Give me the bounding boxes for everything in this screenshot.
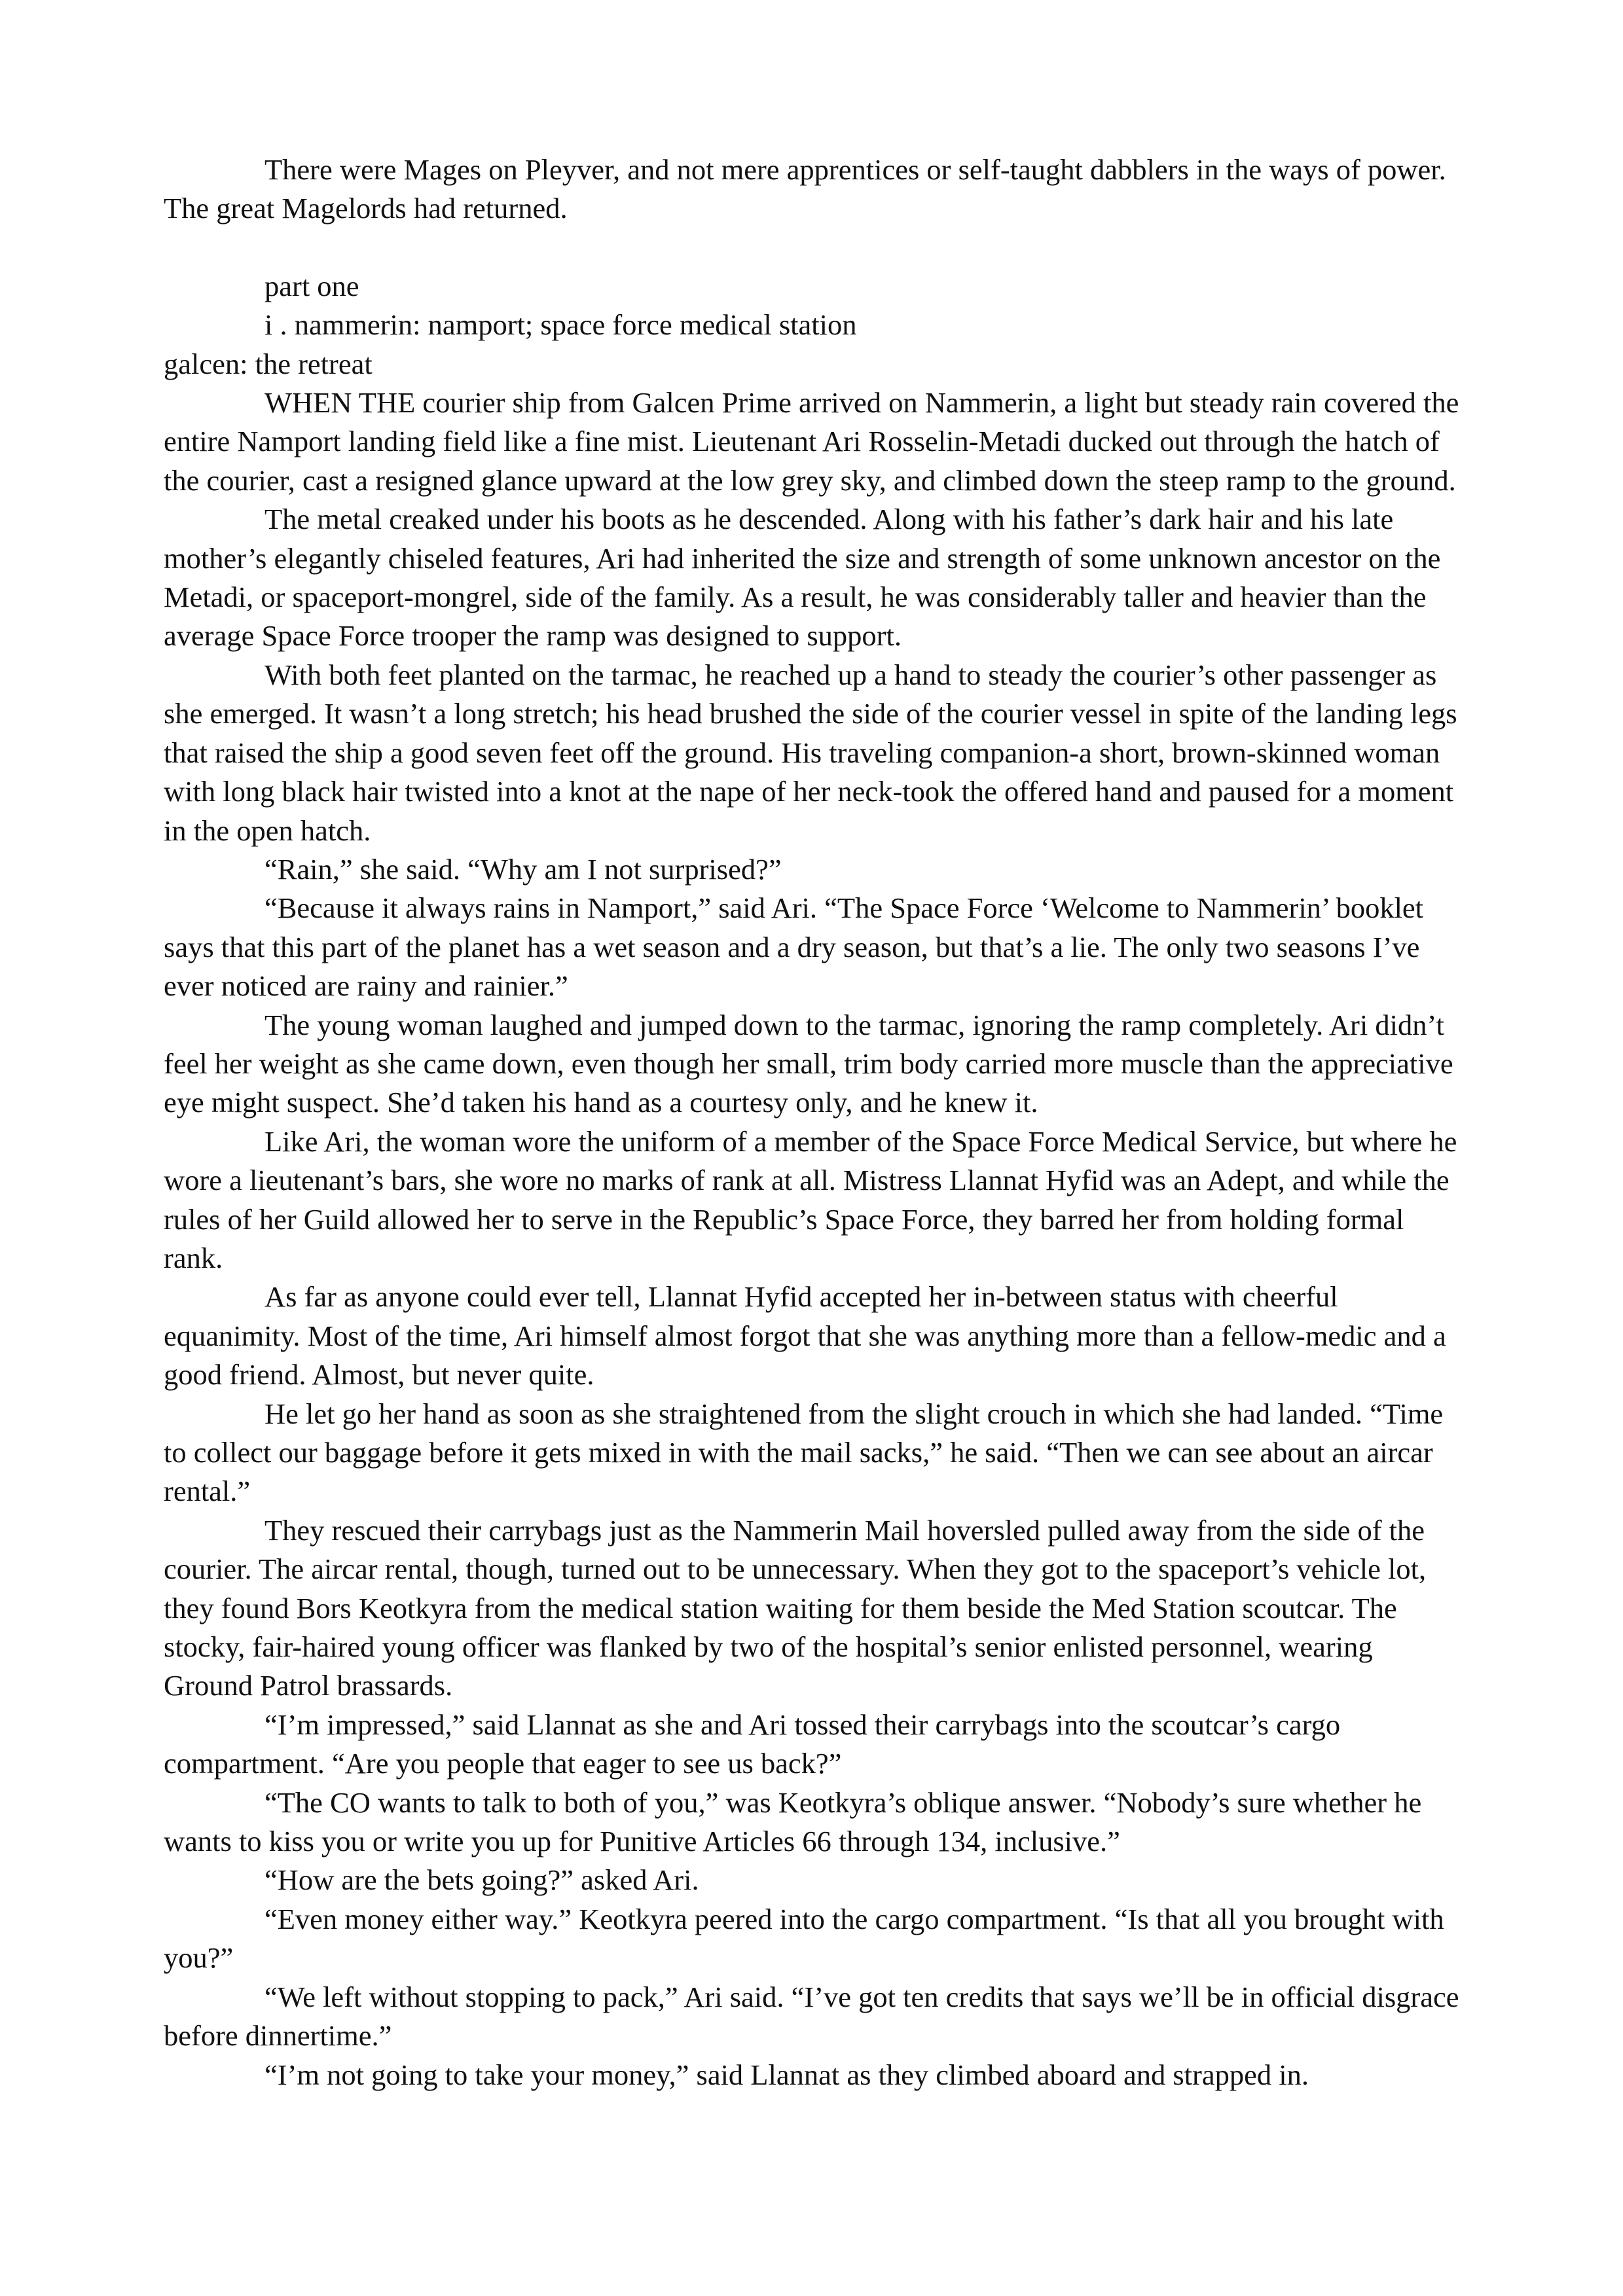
chapter-heading: i . nammerin: namport; space force medical station bbox=[264, 308, 857, 342]
body-paragraph: “The CO wants to talk to both of you,” was Keotkyra’s oblique answer. “Nobody’s sure whether he wants to kiss you or write you up for Punitive Articles 66 through 134, inclusive.” bbox=[164, 1785, 1422, 1858]
body-paragraph: “I’m impressed,” said Llannat as she and Ari tossed their carrybags into the scoutcar’s cargo compartment. “Are you people that eager to see us back?” bbox=[164, 1708, 1341, 1780]
prologue-paragraph: There were Mages on Pleyver, and not mere apprentices or self-taught dabblers in the ways of power. The great Magelords had returned. bbox=[164, 153, 1446, 225]
body-paragraph: As far as anyone could ever tell, Llannat Hyfid accepted her in-between status with cheerful equanimity. Most of the time, Ari himself almost forgot that she was anything more than a fellow-medic and a good friend. Almost, but never quite. bbox=[164, 1280, 1446, 1391]
body-paragraph: WHEN THE courier ship from Galcen Prime arrived on Nammerin, a light but steady rain covered the entire Namport landing field like a fine mist. Lieutenant Ari Rosselin-Metadi ducked out through the hatch of the courier, cast a resigned glance upward at the low grey sky, and climbed down the steep ramp to the ground. bbox=[164, 386, 1459, 497]
chapter-subheading: galcen: the retreat bbox=[164, 347, 373, 380]
body-paragraph: Like Ari, the woman wore the uniform of a member of the Space Force Medical Service, but where he wore a lieutenant’s bars, she wore no marks of rank at all. Mistress Llannat Hyfid was an Adept, and while the rules of her Guild allowed her to serve in the Republic’s Space Force, they barred her from holding formal rank. bbox=[164, 1124, 1457, 1274]
body-paragraph: “Even money either way.” Keotkyra peered into the cargo compartment. “Is that all you brought with you?” bbox=[164, 1902, 1444, 1975]
body-paragraph: The young woman laughed and jumped down to the tarmac, ignoring the ramp completely. Ari didn’t feel her weight as she came down, even though her small, trim body carried more muscle than the appreciative eye might suspect. She’d taken his hand as a courtesy only, and he knew it. bbox=[164, 1008, 1453, 1119]
body-paragraph: The metal creaked under his boots as he descended. Along with his father’s dark hair and his late mother’s elegantly chiseled features, Ari had inherited the size and strength of some unknown ancestor on the Metadi, or spaceport-mongrel, side of the family. As a result, he was considerably taller and heavier than the average Space Force trooper the ramp was designed to support. bbox=[164, 503, 1441, 653]
book-page bbox=[164, 151, 1467, 2094]
body-paragraph: He let go her hand as soon as she straightened from the slight crouch in which she had landed. “Time to collect our baggage before it gets mixed in with the mail sacks,” he said. “Then we can see about an aircar rental.” bbox=[164, 1397, 1444, 1508]
body-paragraph: “Because it always rains in Namport,” said Ari. “The Space Force ‘Welcome to Nammerin’ booklet says that this part of the planet has a wet season and a dry season, but that’s a lie. The only two seasons I’ve ever noticed are rainy and rainier.” bbox=[164, 891, 1424, 1003]
body-paragraph: They rescued their carrybags just as the Nammerin Mail hoversled pulled away from the side of the courier. The aircar rental, though, turned out to be unnecessary. When they got to the spaceport’s vehicle lot, they found Bors Keotkyra from the medical station waiting for them beside the Med Station scoutcar. The stocky, fair-haired young officer was flanked by two of the hospital’s senior enlisted personnel, wearing Ground Patrol brassards. bbox=[164, 1513, 1427, 1702]
part-label: part one bbox=[264, 269, 359, 302]
section-break bbox=[164, 228, 1467, 267]
body-paragraph: “How are the bets going?” asked Ari. bbox=[264, 1863, 699, 1897]
body-paragraph: With both feet planted on the tarmac, he reached up a hand to steady the courier’s other passenger as she emerged. It wasn’t a long stretch; his head brushed the side of the courier vessel in spite of the landing legs that raised the ship a good seven feet off the ground. His traveling companion-a short, brown-skinned woman with long black hair twisted into a knot at the nape of her neck-took the offered hand and paused for a moment in the open hatch. bbox=[164, 658, 1457, 847]
body-paragraph: “Rain,” she said. “Why am I not surprised?” bbox=[264, 852, 782, 886]
body-paragraph: “We left without stopping to pack,” Ari said. “I’ve got ten credits that says we’ll be in official disgrace before dinnertime.” bbox=[164, 1980, 1459, 2053]
body-paragraph: “I’m not going to take your money,” said Llannat as they climbed aboard and strapped in. bbox=[264, 2058, 1309, 2091]
